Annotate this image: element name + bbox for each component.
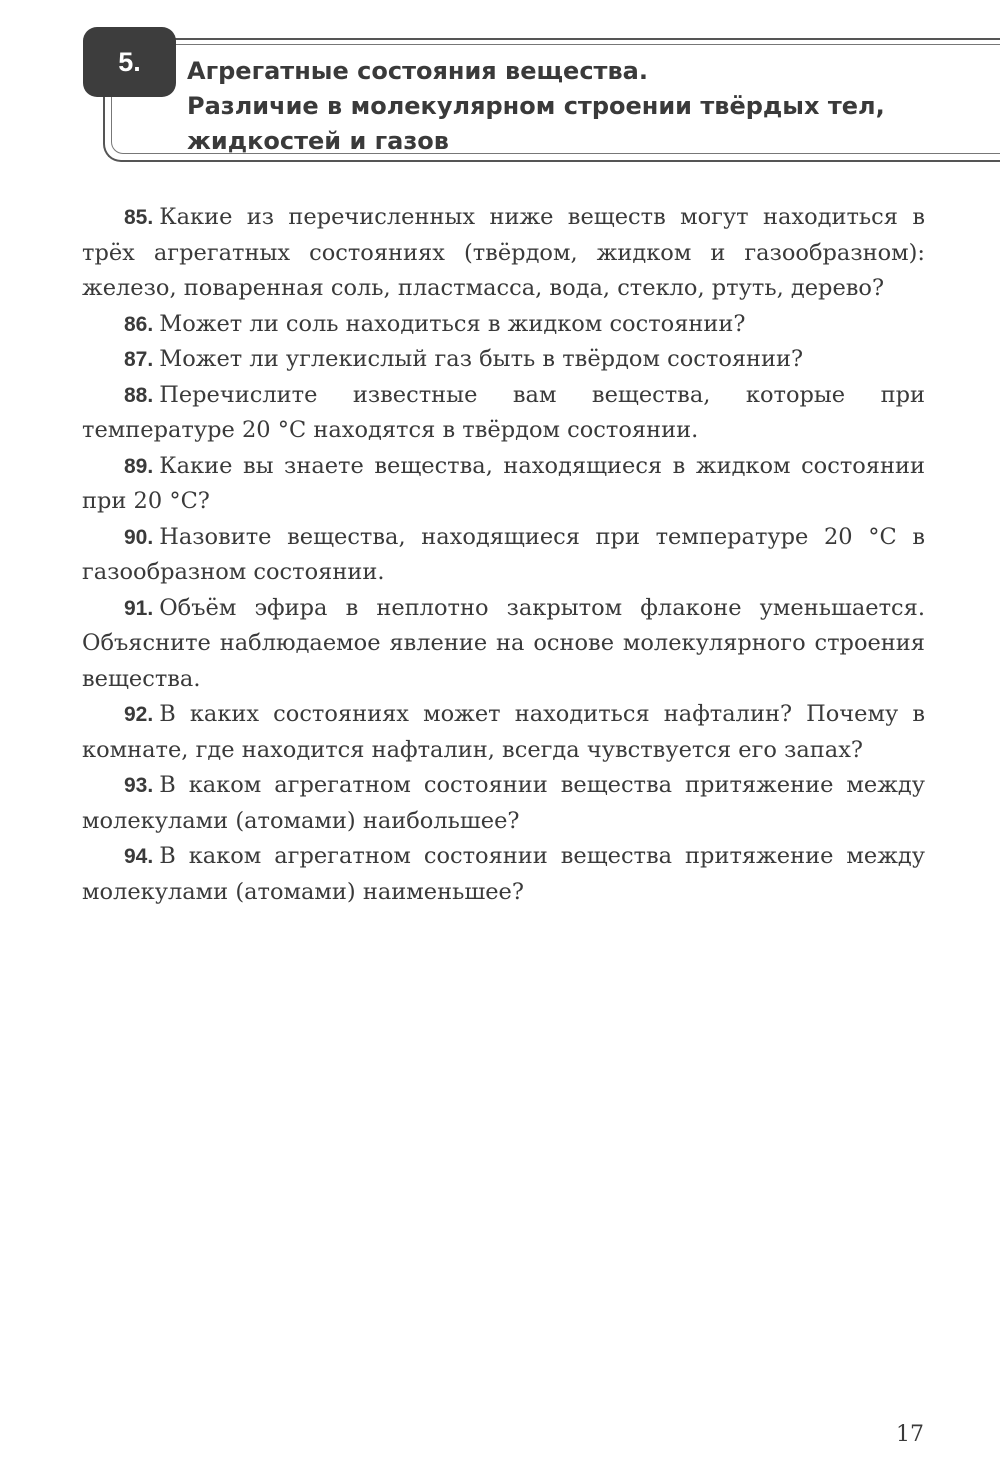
problem-number: 92. [124, 703, 154, 726]
problem-text: В каких состояниях может находиться нафталин? Почему в комнате, где находится нафталин, всегда чувствуется его запах? [82, 701, 925, 763]
section-title-line: Агрегатные состояния вещества. [187, 57, 648, 85]
problem-item [82, 839, 925, 910]
problem-text: В каком агрегатном состоянии вещества притяжение между молекулами (атомами) наименьшее? [82, 843, 925, 905]
section-number-badge [83, 27, 176, 97]
problem-number: 93. [124, 774, 154, 797]
section-title-line: жидкостей и газов [187, 127, 449, 155]
page-number: 17 [896, 1422, 924, 1447]
problem-item [82, 591, 925, 698]
problem-item [82, 768, 925, 839]
problem-text: Объём эфира в неплотно закрытом флаконе уменьшается. Объясните наблюдаемое явление на основе молекулярного строения вещества. [82, 594, 925, 692]
problem-item [82, 307, 925, 343]
problem-number: 94. [124, 845, 154, 868]
problem-number: 89. [124, 454, 154, 478]
problem-number: 91. [124, 596, 154, 620]
problem-text: Какие вы знаете вещества, находящиеся в жидком состоянии при 20 °С? [82, 452, 925, 514]
problem-text: В каком агрегатном состоянии вещества притяжение между молекулами (атомами) наибольшее? [82, 772, 925, 834]
problem-text: Может ли соль находиться в жидком состоянии? [159, 310, 746, 337]
problem-item [82, 378, 925, 449]
problem-number: 87. [124, 348, 154, 371]
problem-number: 85. [124, 206, 154, 229]
problem-item [82, 449, 925, 520]
problem-item [82, 200, 925, 307]
section-number: 5. [118, 46, 141, 77]
problem-text: Назовите вещества, находящиеся при температуре 20 °С в газообразном состоянии. [82, 523, 925, 585]
problem-list [82, 200, 925, 910]
problem-item [82, 697, 925, 768]
problem-number: 86. [124, 312, 154, 336]
problem-text: Перечислите известные вам вещества, которые при температуре 20 °С находятся в твёрдом состоянии. [82, 381, 925, 443]
problem-text: Какие из перечисленных ниже веществ могут находиться в трёх агрегатных состояниях (твёрдом, жидком и газообразном): железо, поваренная соль, пластмасса, вода, стекло, ртуть, дерево? [82, 204, 925, 301]
problem-item [82, 520, 925, 591]
section-title-line: Различие в молекулярном строении твёрдых тел, [187, 92, 885, 120]
problem-item [82, 342, 925, 378]
problem-text: Может ли углекислый газ быть в твёрдом состоянии? [159, 346, 804, 372]
problem-number: 88. [124, 383, 154, 407]
problem-number: 90. [124, 525, 154, 549]
section-title [187, 54, 977, 159]
